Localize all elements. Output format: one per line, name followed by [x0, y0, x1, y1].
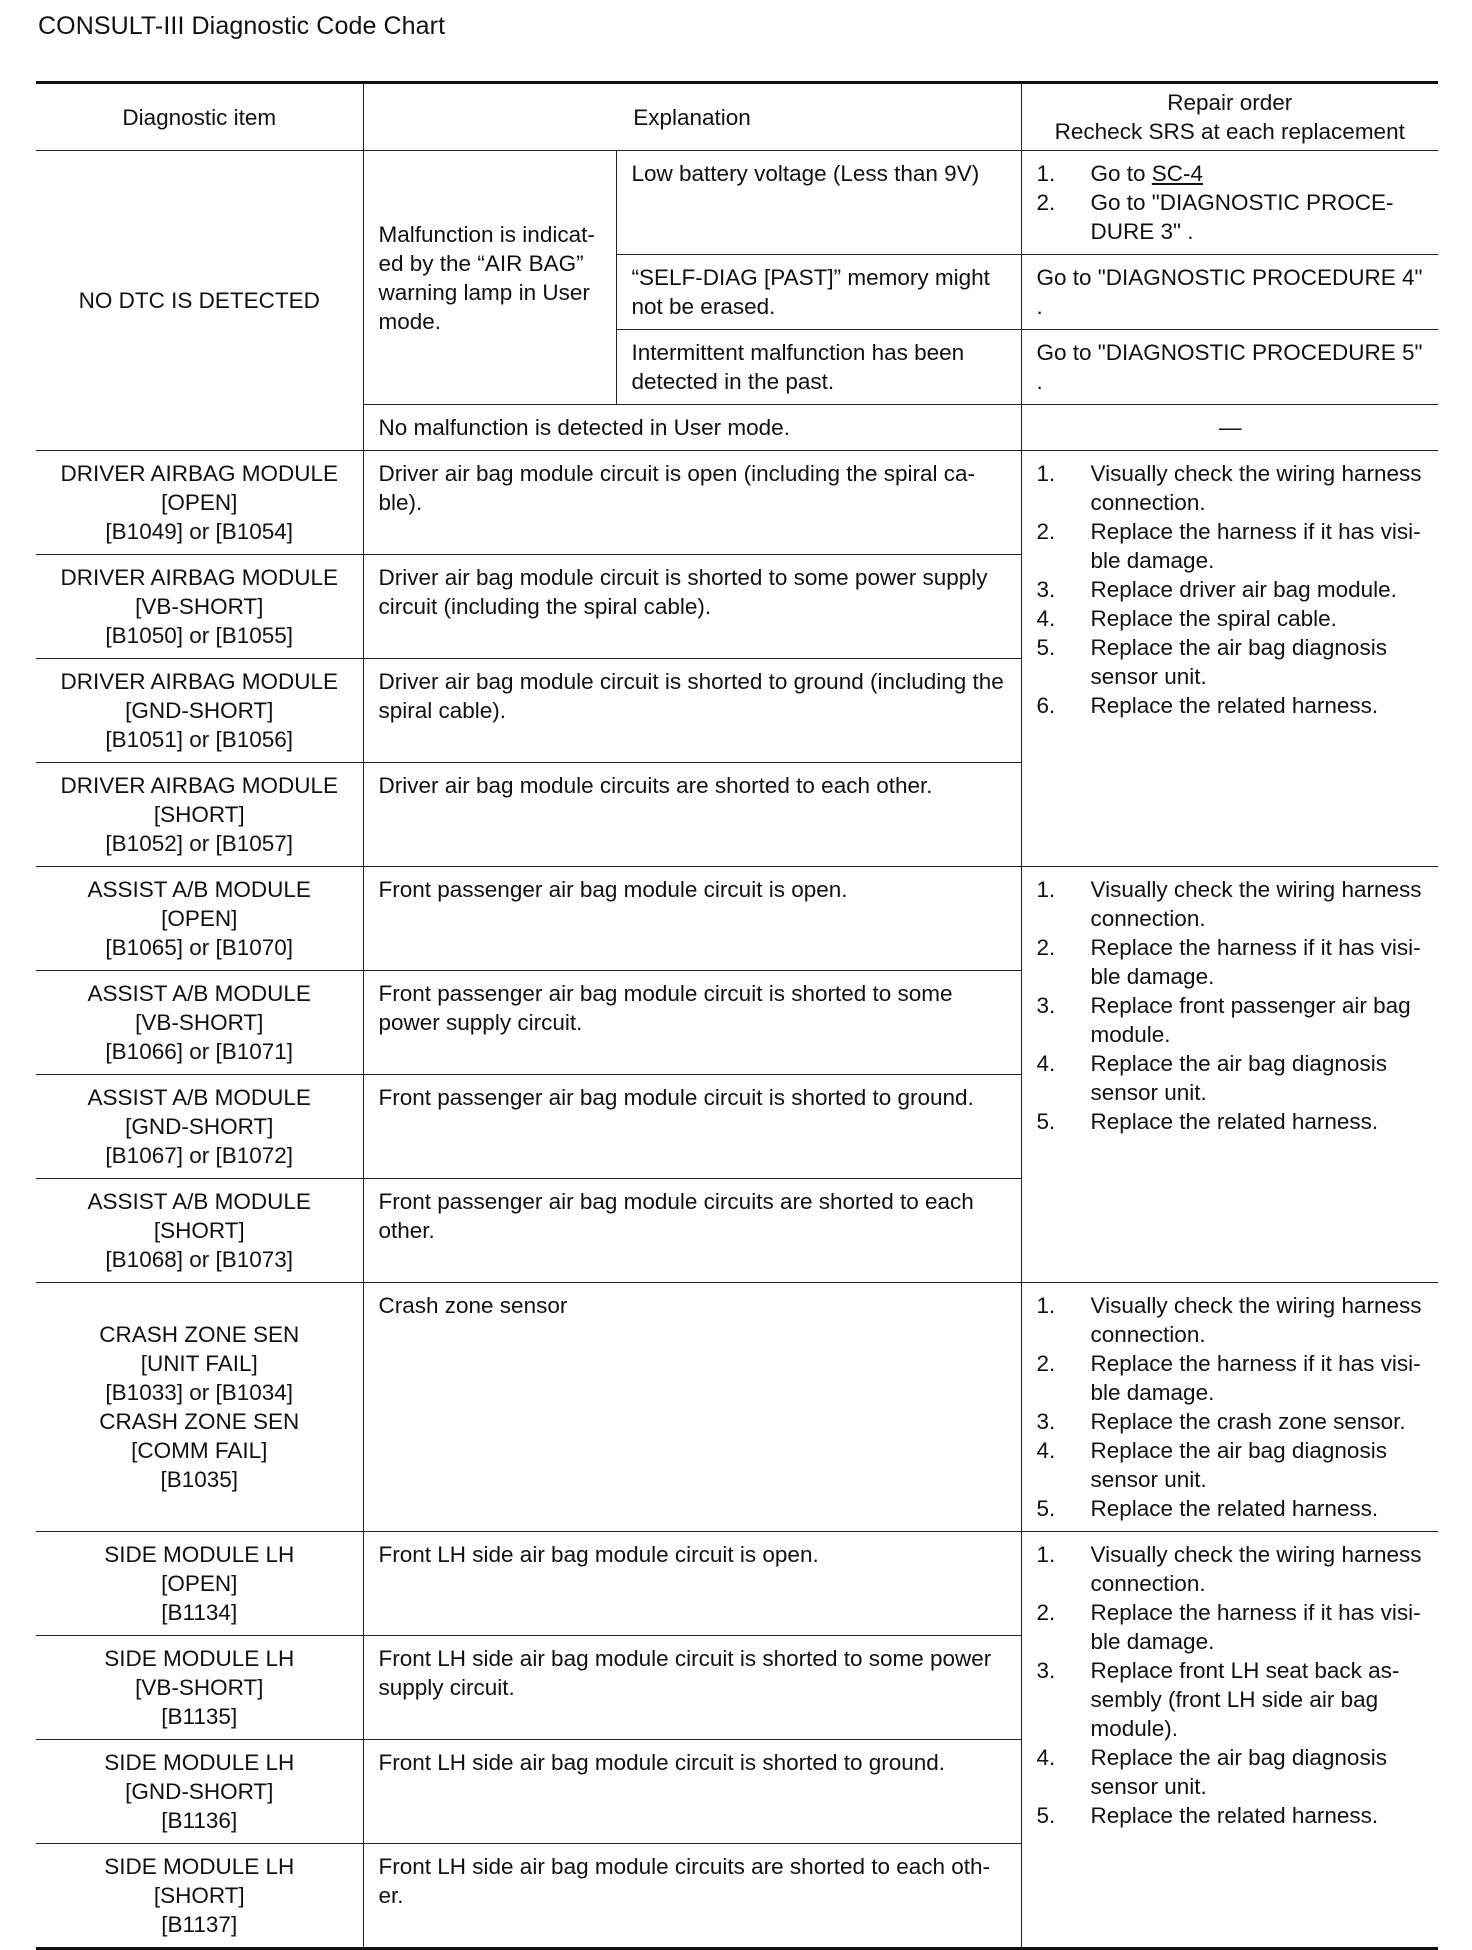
header-diagnostic-item: Diagnostic item — [36, 83, 363, 151]
diagnostic-item-line: CRASH ZONE SEN — [99, 1409, 300, 1434]
step-text: Replace front LH seat back as-sembly (front LH side air bag module). — [1090, 1658, 1400, 1741]
step-text: Replace the harness if it has visi-ble damage. — [1090, 1351, 1421, 1405]
step-text: Replace the related harness. — [1090, 1109, 1379, 1134]
diagnostic-item-line: [B1051] or [B1056] — [105, 727, 294, 752]
repair-steps-list — [1037, 1291, 1425, 1523]
diagnostic-item-line: [VB-SHORT] — [135, 1010, 264, 1035]
explanation-cell: Front passenger air bag module circuit is open. — [363, 867, 1021, 971]
step-text: Replace the harness if it has visi-ble damage. — [1090, 935, 1421, 989]
diagnostic-item-line: [SHORT] — [153, 1218, 245, 1243]
table-row — [36, 151, 1438, 255]
step-number: 3. — [1036, 1409, 1056, 1434]
repair-step — [1037, 604, 1425, 633]
step-text: Replace the harness if it has visi-ble damage. — [1090, 519, 1421, 573]
diagnostic-item-line: [B1137] — [161, 1912, 238, 1937]
step-text: Replace the related harness. — [1090, 1803, 1379, 1828]
repair-step — [1037, 633, 1425, 691]
explanation-cell: Driver air bag module circuit is open (including the spiral ca-ble). — [363, 451, 1021, 555]
diagnostic-item-line: DRIVER AIRBAG MODULE — [60, 565, 339, 590]
diagnostic-item-line: [B1065] or [B1070] — [105, 935, 294, 960]
step-number: 2. — [1036, 1351, 1056, 1376]
table-row — [36, 1283, 1438, 1532]
repair-steps-list — [1037, 1540, 1425, 1830]
page-title: CONSULT-III Diagnostic Code Chart — [38, 12, 446, 40]
table-row — [36, 1532, 1438, 1636]
repair-step — [1037, 517, 1425, 575]
sc-4-link[interactable]: SC-4 — [1151, 161, 1204, 186]
explanation-user-mode: No malfunction is detected in User mode. — [363, 405, 1021, 451]
diagnostic-item — [36, 1283, 363, 1532]
step-text: Go to "DIAGNOSTIC PROCE-DURE 3" . — [1090, 190, 1394, 244]
repair-step — [1037, 1801, 1425, 1830]
diagnostic-item — [36, 1179, 363, 1283]
diagnostic-item-line: [VB-SHORT] — [135, 594, 264, 619]
diagnostic-item-line: [B1068] or [B1073] — [105, 1247, 294, 1272]
step-text: Visually check the wiring harness connection. — [1090, 1293, 1422, 1347]
step-text: Replace the air bag diagnosis sensor unit. — [1090, 1745, 1387, 1799]
explanation-cell: Front LH side air bag module circuits are shorted to each oth-er. — [363, 1844, 1021, 1949]
repair-step — [1037, 1598, 1425, 1656]
explanation-cell: Driver air bag module circuits are shorted to each other. — [363, 763, 1021, 867]
diagnostic-item-line: [B1033] or [B1034] — [105, 1380, 294, 1405]
diagnostic-item-line: ASSIST A/B MODULE — [87, 1189, 311, 1214]
repair-step — [1037, 1049, 1425, 1107]
step-text: Replace front passenger air bag module. — [1090, 993, 1411, 1047]
repair-steps-list — [1037, 459, 1425, 720]
step-text: Replace the related harness. — [1090, 693, 1379, 718]
step-number: 4. — [1036, 1438, 1056, 1463]
repair-user-mode: — — [1021, 405, 1438, 451]
diagnostic-item-line: SIDE MODULE LH — [104, 1542, 295, 1567]
diagnostic-item-line: [UNIT FAIL] — [140, 1351, 258, 1376]
repair-step — [1037, 1436, 1425, 1494]
repair-step — [1037, 875, 1425, 933]
diagnostic-item-line: [B1066] or [B1071] — [105, 1039, 294, 1064]
repair-step — [1037, 1407, 1425, 1436]
step-number: 4. — [1036, 1051, 1056, 1076]
repair-step — [1037, 1743, 1425, 1801]
diagnostic-item-line: ASSIST A/B MODULE — [87, 1085, 311, 1110]
step-number: 3. — [1036, 1658, 1056, 1683]
diagnostic-item-line: DRIVER AIRBAG MODULE — [60, 773, 339, 798]
diagnostic-item-line: [SHORT] — [153, 802, 245, 827]
step-text: Replace the spiral cable. — [1090, 606, 1337, 631]
table-row — [36, 867, 1438, 971]
diagnostic-item — [36, 1532, 363, 1636]
explanation-cell: Crash zone sensor — [363, 1283, 1021, 1532]
repair-step — [1037, 933, 1425, 991]
repair-step — [1037, 575, 1425, 604]
step-number: 1. — [1036, 161, 1056, 186]
repair-intermittent: Go to "DIAGNOSTIC PROCEDURE 5" . — [1021, 330, 1438, 405]
diagnostic-item-line: [OPEN] — [161, 1571, 238, 1596]
header-repair-order-title: Repair order — [1167, 90, 1293, 115]
diagnostic-item — [36, 555, 363, 659]
repair-step — [1037, 1349, 1425, 1407]
diagnostic-item — [36, 867, 363, 971]
diagnostic-item-line: [OPEN] — [161, 906, 238, 931]
diagnostic-item — [36, 1636, 363, 1740]
diagnostic-item-line: [SHORT] — [153, 1883, 245, 1908]
cause-self-diag-past: “SELF-DIAG [PAST]” memory might not be erased. — [616, 255, 1021, 330]
repair-step — [1037, 991, 1425, 1049]
diagnostic-item — [36, 1740, 363, 1844]
step-text: Visually check the wiring harness connection. — [1090, 1542, 1422, 1596]
repair-step — [1037, 1494, 1425, 1523]
step-text: Go to — [1090, 161, 1152, 186]
repair-step — [1037, 1540, 1425, 1598]
diagnostic-item-line: SIDE MODULE LH — [104, 1750, 295, 1775]
diagnostic-item-line: [B1136] — [161, 1808, 238, 1833]
diagnostic-item-line: SIDE MODULE LH — [104, 1854, 295, 1879]
diagnostic-item-line: SIDE MODULE LH — [104, 1646, 295, 1671]
cause-intermittent: Intermittent malfunction has been detected in the past. — [616, 330, 1021, 405]
step-text: Replace the air bag diagnosis sensor unit. — [1090, 1051, 1387, 1105]
diagnostic-item — [36, 971, 363, 1075]
diagnostic-item-line: [OPEN] — [161, 490, 238, 515]
diagnostic-item-line: [GND-SHORT] — [125, 1779, 274, 1804]
diagnostic-item-line: [B1049] or [B1054] — [105, 519, 294, 544]
step-number: 3. — [1036, 993, 1056, 1018]
step-text: Replace the crash zone sensor. — [1090, 1409, 1406, 1434]
step-text: Replace the air bag diagnosis sensor unit. — [1090, 1438, 1387, 1492]
step-number: 5. — [1036, 1109, 1056, 1134]
diagnostic-item-line: DRIVER AIRBAG MODULE — [60, 669, 339, 694]
repair-low-battery — [1021, 151, 1438, 255]
diagnostic-item — [36, 1075, 363, 1179]
repair-order-cell — [1021, 451, 1438, 867]
explanation-cell: Front passenger air bag module circuit is shorted to some power supply circuit. — [363, 971, 1021, 1075]
step-number: 2. — [1036, 519, 1056, 544]
repair-order-cell — [1021, 867, 1438, 1283]
diagnostic-code-table — [36, 81, 1438, 1950]
explanation-cell: Front passenger air bag module circuit is shorted to ground. — [363, 1075, 1021, 1179]
diagnostic-item-line: [B1052] or [B1057] — [105, 831, 294, 856]
header-explanation: Explanation — [363, 83, 1021, 151]
step-number: 5. — [1036, 1496, 1056, 1521]
step-text: Replace the air bag diagnosis sensor unit. — [1090, 635, 1387, 689]
diagnostic-item-line: ASSIST A/B MODULE — [87, 877, 311, 902]
table-row — [36, 451, 1438, 555]
repair-step — [1037, 159, 1425, 188]
step-number: 5. — [1036, 1803, 1056, 1828]
header-repair-order — [1021, 83, 1438, 151]
diagnostic-item-no-dtc: NO DTC IS DETECTED — [36, 151, 363, 451]
step-number: 1. — [1036, 1293, 1056, 1318]
repair-order-cell — [1021, 1532, 1438, 1949]
diagnostic-item-line: ASSIST A/B MODULE — [87, 981, 311, 1006]
step-number: 2. — [1036, 190, 1056, 215]
explanation-cell: Front passenger air bag module circuits are shorted to each other. — [363, 1179, 1021, 1283]
step-number: 5. — [1036, 635, 1056, 660]
step-text: Visually check the wiring harness connection. — [1090, 461, 1422, 515]
step-text: Replace the harness if it has visi-ble damage. — [1090, 1600, 1421, 1654]
explanation-cell: Driver air bag module circuit is shorted to ground (including the spiral cable). — [363, 659, 1021, 763]
repair-step — [1037, 1107, 1425, 1136]
explanation-no-dtc: Malfunction is indicat-ed by the “AIR BAG” warning lamp in User mode. — [363, 151, 616, 405]
diagnostic-item-line: [B1050] or [B1055] — [105, 623, 294, 648]
step-number: 1. — [1036, 461, 1056, 486]
diagnostic-item-line: [B1067] or [B1072] — [105, 1143, 294, 1168]
step-number: 2. — [1036, 935, 1056, 960]
diagnostic-item — [36, 451, 363, 555]
repair-steps-list — [1037, 875, 1425, 1136]
repair-step — [1037, 459, 1425, 517]
step-number: 1. — [1036, 1542, 1056, 1567]
explanation-cell: Front LH side air bag module circuit is open. — [363, 1532, 1021, 1636]
diagnostic-item-line: DRIVER AIRBAG MODULE — [60, 461, 339, 486]
repair-step — [1037, 691, 1425, 720]
diagnostic-item-line: [B1135] — [161, 1704, 238, 1729]
header-repair-order-note: Recheck SRS at each replacement — [1054, 119, 1405, 144]
diagnostic-item — [36, 1844, 363, 1949]
step-number: 4. — [1036, 1745, 1056, 1770]
explanation-cell: Front LH side air bag module circuit is shorted to ground. — [363, 1740, 1021, 1844]
table-header-row — [36, 83, 1438, 151]
cause-low-battery: Low battery voltage (Less than 9V) — [616, 151, 1021, 255]
diagnostic-item-line: [B1035] — [160, 1467, 239, 1492]
step-text: Replace driver air bag module. — [1090, 577, 1397, 602]
diagnostic-item-line: [COMM FAIL] — [131, 1438, 268, 1463]
repair-step — [1037, 1291, 1425, 1349]
diagnostic-item-line: [GND-SHORT] — [125, 698, 274, 723]
repair-step — [1037, 1656, 1425, 1743]
explanation-cell: Driver air bag module circuit is shorted to some power supply circuit (including the spiral cable). — [363, 555, 1021, 659]
step-number: 6. — [1036, 693, 1056, 718]
repair-order-cell — [1021, 1283, 1438, 1532]
diagnostic-item — [36, 763, 363, 867]
diagnostic-item — [36, 659, 363, 763]
diagnostic-item-line: [VB-SHORT] — [135, 1675, 264, 1700]
step-number: 4. — [1036, 606, 1056, 631]
diagnostic-item-line: CRASH ZONE SEN — [99, 1322, 300, 1347]
diagnostic-item-line: [B1134] — [161, 1600, 238, 1625]
repair-step — [1037, 188, 1425, 246]
step-number: 3. — [1036, 577, 1056, 602]
explanation-cell: Front LH side air bag module circuit is shorted to some power supply circuit. — [363, 1636, 1021, 1740]
step-number: 1. — [1036, 877, 1056, 902]
step-text: Visually check the wiring harness connection. — [1090, 877, 1422, 931]
step-text: Replace the related harness. — [1090, 1496, 1379, 1521]
step-number: 2. — [1036, 1600, 1056, 1625]
diagnostic-item-line: [GND-SHORT] — [125, 1114, 274, 1139]
repair-self-diag-past: Go to "DIAGNOSTIC PROCEDURE 4" . — [1021, 255, 1438, 330]
